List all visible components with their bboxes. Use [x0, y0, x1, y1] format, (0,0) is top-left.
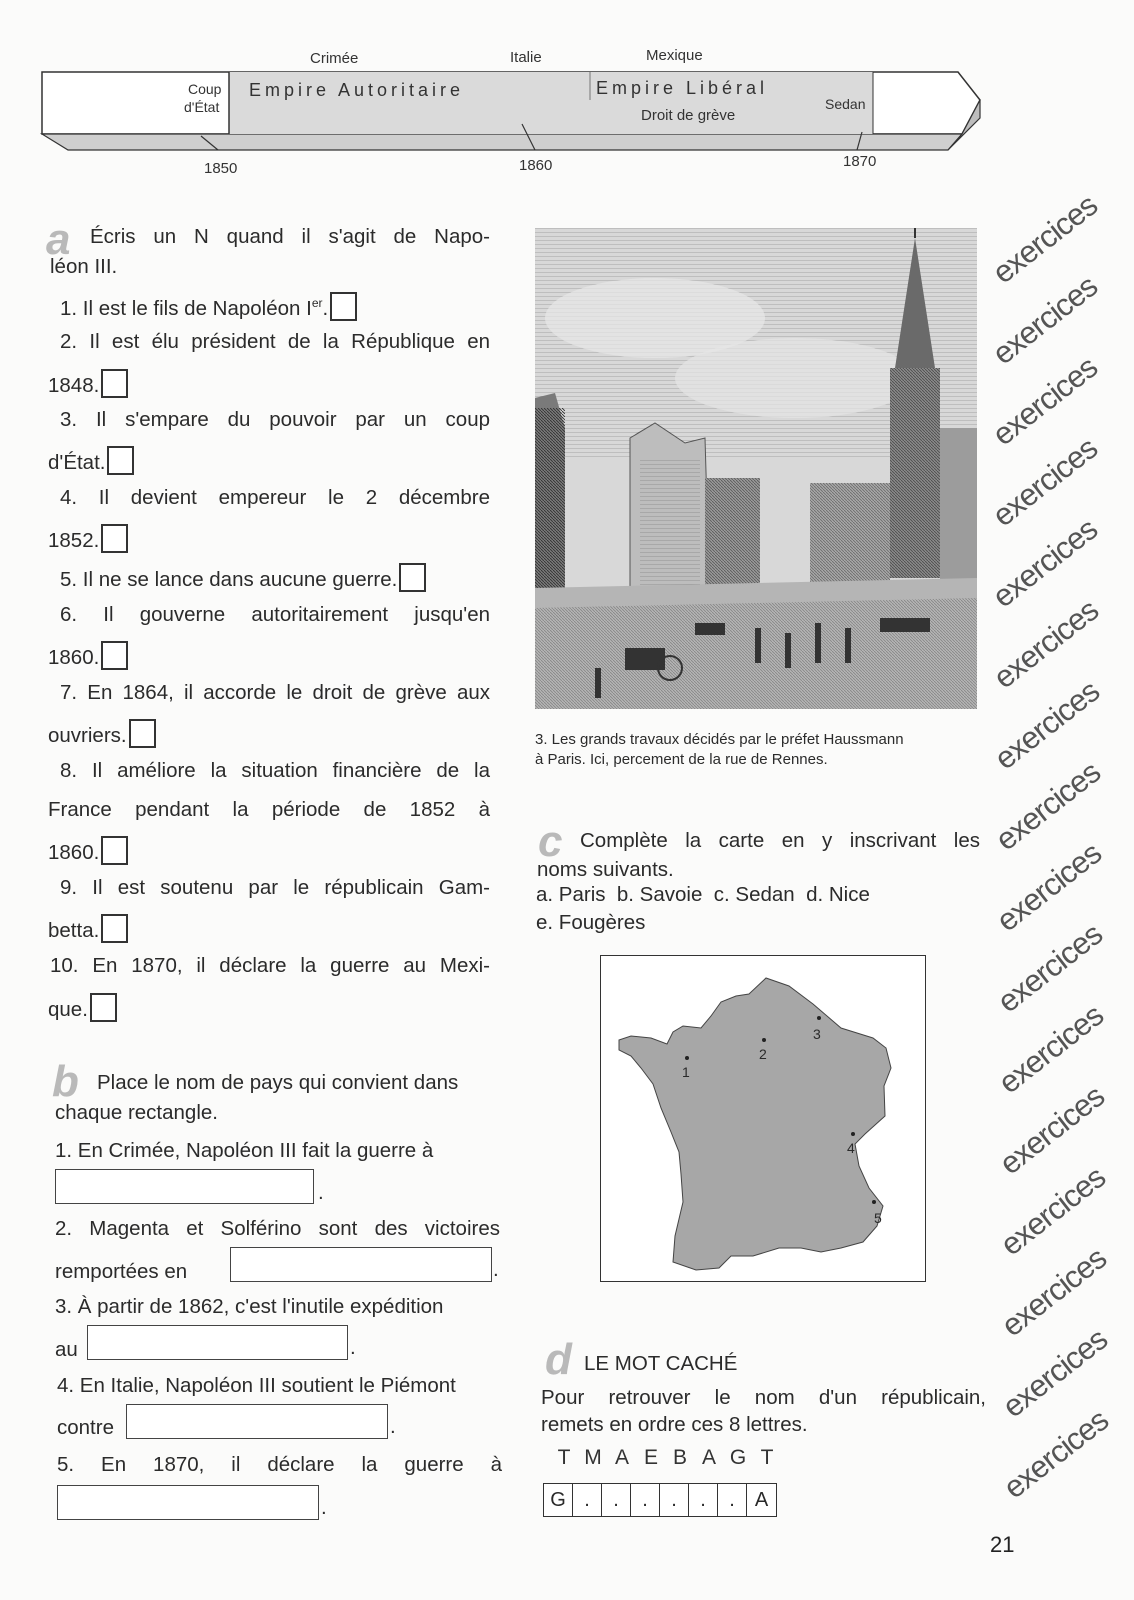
exercise-b-dot-2: . [493, 1258, 499, 1281]
scrambled-letter: T [557, 1446, 571, 1469]
country-rect-2[interactable] [230, 1247, 492, 1282]
exercise-a-item-8: 8. Il améliore la situation financière de la [60, 759, 490, 782]
exercise-b-badge: b [52, 1057, 79, 1106]
page-number: 21 [990, 1532, 1015, 1557]
exercise-a-item-1: 1. Il est le fils de Napoléon Ier. [60, 290, 357, 322]
exercise-b-dot-5: . [321, 1496, 327, 1519]
answer-box-7[interactable] [129, 719, 156, 748]
answer-box-9[interactable] [101, 914, 128, 943]
answer-box-3[interactable] [107, 446, 134, 475]
side-label: exercices [990, 916, 1109, 1020]
exercise-b-item-4-cont: contre [57, 1416, 114, 1439]
exercise-a-item-4: 4. Il devient empereur le 2 décembre [60, 486, 490, 509]
timeline-year-1870: 1870 [843, 153, 877, 170]
exercise-c-instruction-2: noms suivants. [537, 858, 674, 881]
exercise-a-instruction: Écris un N quand il s'agit de Napo- [90, 225, 490, 248]
exercise-a-item-7: 7. En 1864, il accorde le droit de grève aux [60, 681, 490, 704]
side-label: exercices [996, 1402, 1115, 1506]
hidden-word-grid [543, 1483, 777, 1517]
side-label: exercices [985, 349, 1104, 453]
country-rect-5[interactable] [57, 1485, 319, 1520]
map-point-1: 1 [682, 1064, 690, 1080]
exercise-c-names-2: e. Fougères [536, 911, 646, 934]
side-label: exercices [985, 430, 1104, 534]
photo-caption-2: à Paris. Ici, percement de la rue de Rennes. [535, 751, 828, 768]
exercise-b-item-2-cont: remportées en [55, 1260, 188, 1283]
exercise-b-item-5: 5. En 1870, il déclare la guerre à [57, 1453, 502, 1476]
map-point-5: 5 [874, 1210, 882, 1226]
exercise-a-item-8-end: 1860. [48, 836, 128, 866]
exercise-b-dot-3: . [350, 1336, 356, 1359]
exercise-d-instruction-2: remets en ordre ces 8 lettres. [541, 1413, 808, 1436]
side-label: exercices [985, 511, 1104, 615]
timeline-label-coup: Coup [188, 81, 222, 97]
hidden-word-cell: A [754, 1489, 769, 1511]
exercise-b-item-1: 1. En Crimée, Napoléon III fait la guerre à [55, 1139, 434, 1162]
timeline-empire-autoritaire: Empire Autoritaire [249, 80, 465, 100]
map-point-3: 3 [813, 1026, 821, 1042]
haussmann-engraving [535, 228, 977, 709]
exercise-b-item-3: 3. À partir de 1862, c'est l'inutile expédition [55, 1295, 444, 1318]
scrambled-letter: T [760, 1446, 774, 1469]
side-label: exercices [985, 187, 1104, 291]
exercise-b-item-4: 4. En Italie, Napoléon III soutient le Piémont [57, 1374, 456, 1397]
exercise-b-item-3-cont: au [55, 1338, 78, 1361]
exercise-a-item-5: 5. Il ne se lance dans aucune guerre. [60, 563, 426, 593]
exercise-c-instruction: Complète la carte en y inscrivant les [580, 829, 980, 852]
map-point-2: 2 [759, 1046, 767, 1062]
exercise-a-item-9: 9. Il est soutenu par le républicain Gam- [60, 876, 490, 899]
scrambled-letter: A [701, 1446, 716, 1469]
timeline-label-italie: Italie [510, 49, 542, 66]
country-rect-4[interactable] [126, 1404, 388, 1439]
exercise-b-item-2: 2. Magenta et Solférino sont des victoires [55, 1217, 500, 1240]
exercise-a-badge: a [46, 215, 71, 264]
hidden-word-cell[interactable]: . [689, 1484, 718, 1516]
exercise-c-badge: c [538, 817, 563, 866]
photo-caption: 3. Les grands travaux décidés par le préfet Haussmann [535, 731, 904, 748]
timeline-label-droit-de-greve: Droit de grève [641, 107, 736, 124]
timeline-label-sedan: Sedan [825, 96, 866, 112]
side-label: exercices [995, 1321, 1114, 1425]
side-label: exercices [987, 673, 1106, 777]
exercise-a-item-7-cont: ouvriers. [48, 719, 156, 749]
timeline-empire-liberal: Empire Libéral [596, 78, 769, 98]
side-label: exercices [986, 592, 1105, 696]
answer-box-1[interactable] [330, 292, 357, 321]
exercise-a-item-2: 2. Il est élu président de la République en [60, 330, 490, 353]
answer-box-5[interactable] [399, 563, 426, 592]
exercise-a-item-6-cont: 1860. [48, 641, 128, 671]
hidden-word-cell: G [544, 1484, 573, 1516]
country-rect-3[interactable] [87, 1325, 348, 1360]
exercise-a-item-10-cont: que. [48, 993, 117, 1023]
side-label: exercices [994, 1240, 1113, 1344]
exercise-a-item-9-cont: betta. [48, 914, 128, 944]
exercise-a-instruction-2: léon III. [50, 255, 118, 278]
hidden-word-cell[interactable]: . [660, 1484, 689, 1516]
scrambled-letter: B [672, 1446, 687, 1469]
scrambled-letter: E [643, 1446, 658, 1469]
exercise-a-item-10: 10. En 1870, il déclare la guerre au Mexi- [50, 954, 490, 977]
answer-box-6[interactable] [101, 641, 128, 670]
exercise-d-badge: d [545, 1335, 572, 1384]
exercise-b-instruction-2: chaque rectangle. [55, 1101, 218, 1124]
timeline-bar [0, 0, 1134, 200]
exercise-a-item-3-cont: d'État. [48, 446, 134, 476]
exercise-a-item-6: 6. Il gouverne autoritairement jusqu'en [60, 603, 490, 626]
answer-box-4[interactable] [101, 524, 128, 553]
answer-box-10[interactable] [90, 993, 117, 1022]
exercise-a-item-2-cont: 1848. [48, 369, 128, 399]
side-label: exercices [993, 1159, 1112, 1263]
scrambled-letter: A [614, 1446, 629, 1469]
map-point-4: 4 [847, 1140, 855, 1156]
hidden-word-cell[interactable]: . [631, 1484, 660, 1516]
hidden-word-cell[interactable]: . [573, 1484, 602, 1516]
exercise-b-dot-4: . [390, 1415, 396, 1438]
side-label: exercices [992, 1078, 1111, 1182]
exercise-b-dot-1: . [318, 1181, 324, 1204]
answer-box-2[interactable] [101, 369, 128, 398]
answer-box-8[interactable] [101, 836, 128, 865]
exercise-b-instruction: Place le nom de pays qui convient dans [97, 1071, 459, 1094]
scrambled-letter: M [584, 1446, 602, 1469]
side-label: exercices [991, 997, 1110, 1101]
side-label: exercices [989, 835, 1108, 939]
hidden-word-cell[interactable]: . [602, 1484, 631, 1516]
country-rect-1[interactable] [55, 1169, 314, 1204]
side-label: exercices [988, 754, 1107, 858]
exercise-a-item-4-cont: 1852. [48, 524, 128, 554]
timeline-label-mexique: Mexique [646, 47, 703, 64]
france-map[interactable] [600, 955, 926, 1282]
exercise-a-item-3: 3. Il s'empare du pouvoir par un coup [60, 408, 490, 431]
hidden-word-cell[interactable]: . [718, 1484, 747, 1516]
exercise-d-title: LE MOT CACHÉ [584, 1352, 738, 1375]
exercise-a-item-8-cont: France pendant la période de 1852 à [48, 798, 490, 821]
timeline [0, 0, 1134, 200]
scrambled-letter: G [729, 1446, 747, 1469]
side-label: exercices [985, 268, 1104, 372]
exercise-d-instruction: Pour retrouver le nom d'un républicain, [541, 1386, 986, 1409]
timeline-label-crimee: Crimée [310, 50, 359, 67]
timeline-label-coup-etat: d'État [184, 99, 220, 115]
france-map-shape [601, 956, 924, 1280]
exercise-c-names: a. Paris b. Savoie c. Sedan d. Nice [536, 883, 870, 906]
timeline-year-1850: 1850 [204, 160, 238, 177]
timeline-year-1860: 1860 [519, 157, 553, 174]
